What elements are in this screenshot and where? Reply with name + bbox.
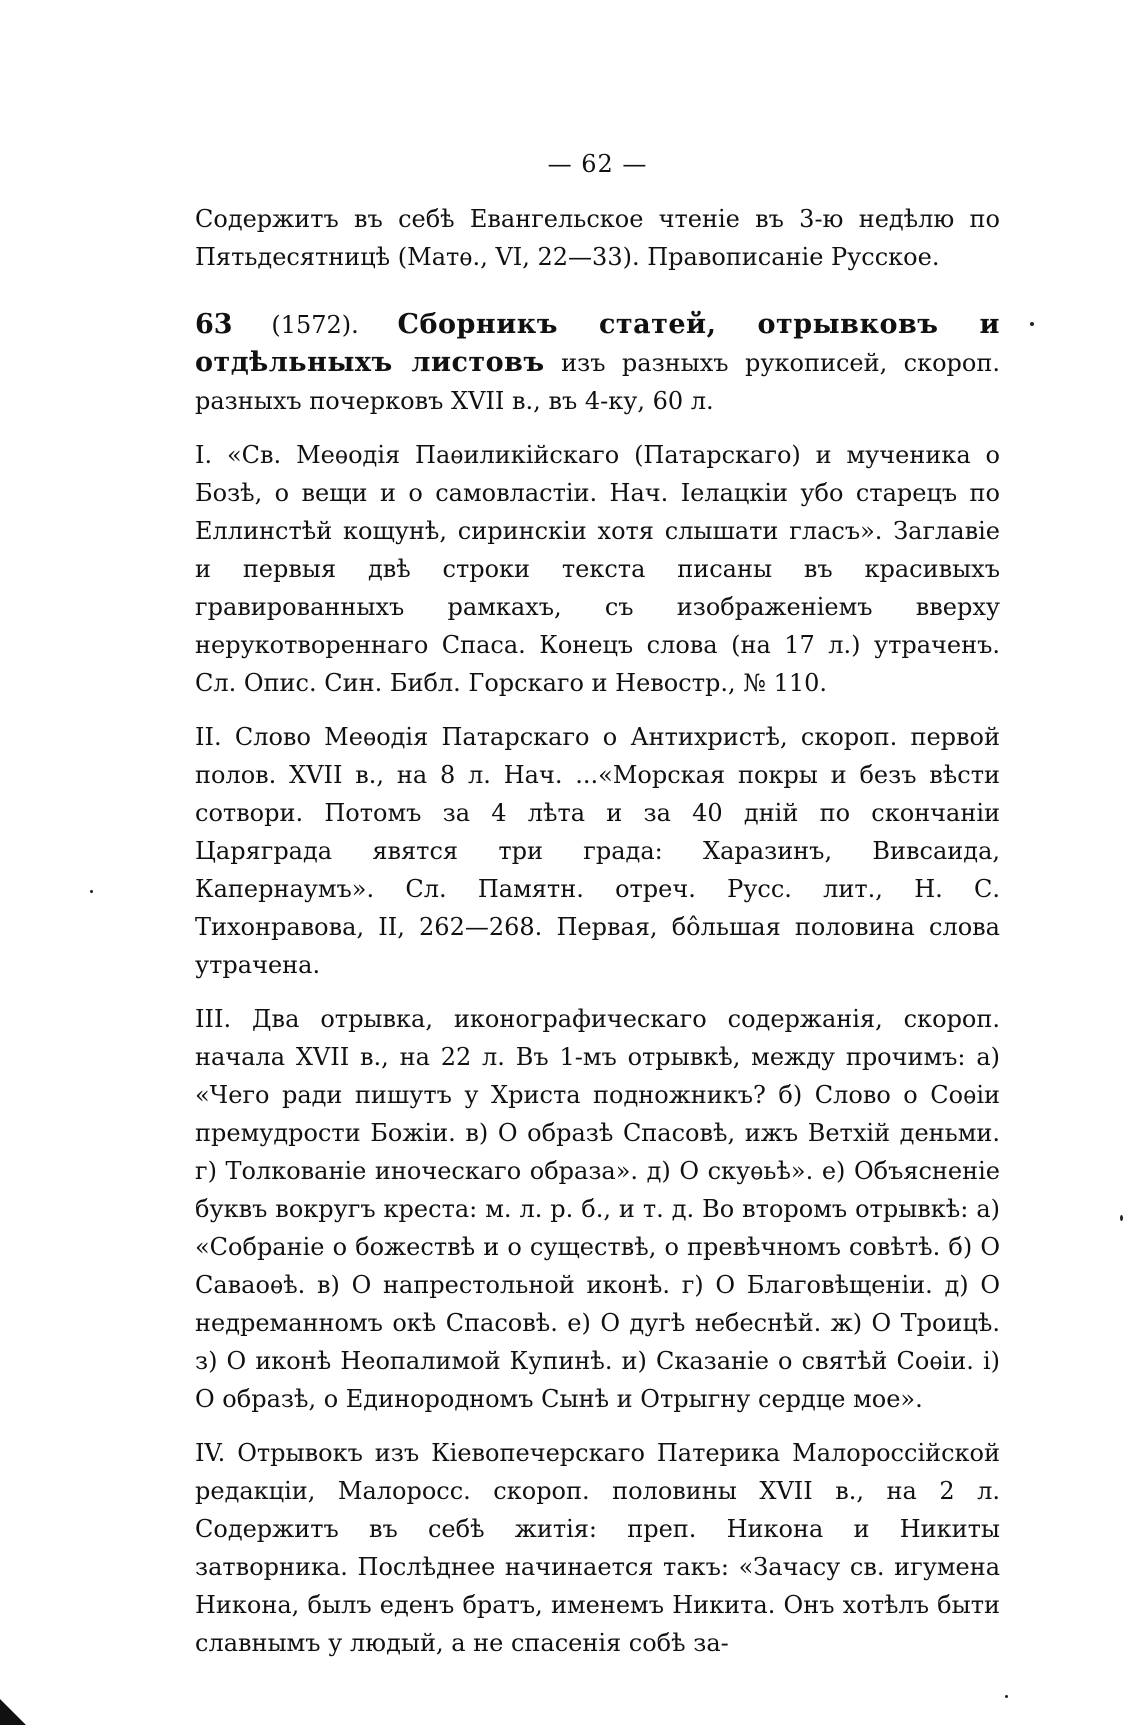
entry-catalog-number: (1572). (271, 311, 359, 339)
section-1 (195, 436, 1000, 702)
scan-corner-mark (0, 1699, 26, 1725)
page-number: — 62 — (547, 150, 648, 178)
scan-speck (1005, 1695, 1008, 1698)
section-text: «Св. Меѳодія Паѳиликійскаго (Патарскаго) и мученика о Бозѣ, о вещи и о самовластіи. Нач. Іелацкіи убо старецъ по Еллинстѣй кощунѣ, сиринскіи хотя слышати гласъ». Заглавіе и первыя двѣ строки текста писаны въ красивыхъ гравированныхъ рамкахъ, съ изображеніемъ вверху нерукотвореннаго Спаса. Конецъ слова (на 17 л.) утраченъ. Сл. Опис. Син. Библ. Горскаго и Невостр., № 110. (195, 441, 1000, 697)
section-numeral: I. (195, 441, 213, 469)
section-4 (195, 1434, 1000, 1662)
section-numeral: III. (195, 1005, 232, 1033)
scan-speck (1030, 322, 1034, 326)
section-text: Слово Меѳодія Патарскаго о Антихристѣ, скороп. первой полов. XVII в., на 8 л. Нач. ...«Морская покры и безъ вѣсти сотвори. Потомъ за 4 лѣта и за 40 дній по скончаніи Царяграда явятся три града: Харазинъ, Вивсаида, Капернаумъ». Сл. Памятн. отреч. Русс. лит., Н. С. Тихонравова, II, 262—268. Первая, бо̂льшая половина слова утрачена. (195, 723, 1000, 979)
section-numeral: II. (195, 723, 222, 751)
entry-number: 63 (195, 309, 233, 340)
book-page (195, 150, 1000, 1662)
catalog-entry (195, 306, 1000, 420)
section-text: Два отрывка, иконографическаго содержанія, скороп. начала XVII в., на 22 л. Въ 1-мъ отрывкѣ, между прочимъ: а) «Чего ради пишутъ у Христа подножникъ? б) Слово о Соѳіи премудрости Божіи. в) О образѣ Спасовѣ, ижъ Ветхій деньми. г) Толкованіе иноческаго образа». д) О скуѳьѣ». е) Объясненіе буквъ вокругъ креста: м. л. р. б., и т. д. Во второмъ отрывкѣ: а) «Собраніе о божествѣ и о существѣ, о превѣчномъ совѣтѣ. б) О Саваоѳѣ. в) О напрестольной иконѣ. г) О Благовѣщеніи. д) О недреманномъ окѣ Спасовѣ. е) О дугѣ небеснѣй. ж) О Троицѣ. з) О иконѣ Неопалимой Купинѣ. и) Сказаніе о святѣй Соѳіи. і) О образѣ, о Единородномъ Сынѣ и Отрыгну сердце мое». (195, 1005, 1000, 1413)
section-2 (195, 718, 1000, 984)
section-numeral: IV. (195, 1439, 226, 1467)
scan-speck (1120, 1215, 1123, 1221)
scan-speck (90, 890, 93, 893)
section-3 (195, 1000, 1000, 1418)
entry-description: изъ разныхъ рукописей, скороп. разныхъ почерковъ XVII в., въ 4-ку, 60 л. (195, 349, 1000, 415)
intro-paragraph: Содержитъ въ себѣ Евангельское чтеніе въ 3-ю недѣлю по Пятьдесятницѣ (Матѳ., VI, 22—33). Правописаніе Русское. (195, 205, 1000, 271)
section-text: Отрывокъ изъ Кіевопечерскаго Патерика Малороссійской редакціи, Малоросс. скороп. половины XVII в., на 2 л. Содержитъ въ себѣ житія: преп. Никона и Никиты затворника. Послѣднее начинается такъ: «Зачасу св. игумена Никона, былъ еденъ братъ, именемъ Никита. Онъ хотѣлъ быти славнымъ у людый, а не спасенія собѣ за- (195, 1439, 1000, 1657)
entry-title: Сборникъ статей, отрывковъ и отдѣльныхъ листовъ (195, 309, 1000, 378)
